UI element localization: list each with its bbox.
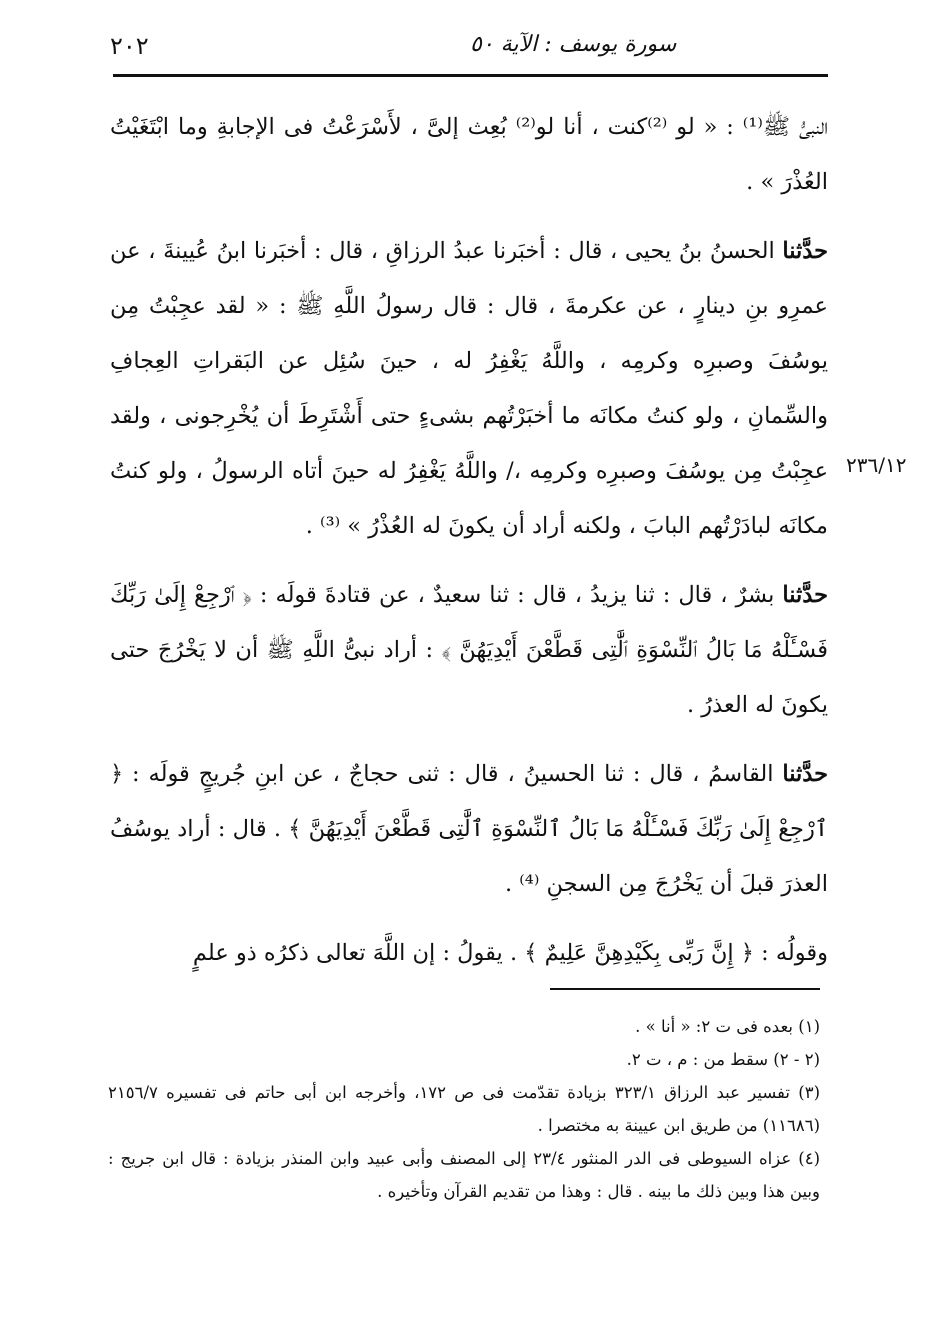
hadith-lead: حدَّثنا xyxy=(782,582,828,608)
main-text xyxy=(110,100,828,995)
paragraph-text: الحسنُ بنُ يحيى ، قال : أخبَرنا عبدُ الرزاقِ ، قال : أخبَرنا ابنُ عُيينةَ ، عن عمرِو بنِ دينارٍ ، عن عكرمةَ ، قال : قال رسولُ اللَّهِ ﷺ : « لقد عجِبْتُ مِن يوسُفَ وصبرِه وكرمِه ، واللَّهُ يَغْفِرُ له ، حينَ سُئِل عن البَقراتِ العِجافِ والسِّمانِ ، ولو كنتُ مكانَه ما أخبَرْتُهم بشىءٍ حتى أَشْتَرِطَ أن يُخْرِجونى ، ولقد عجِبْتُ مِن يوسُفَ وصبرِه وكرمِه ،/ واللَّهُ يَغْفِرُ له حينَ أتاه الرسولُ ، ولو كنتُ مكانَه لبادَرْتُهم البابَ ، ولكنه أراد أن يكونَ له العُذْرُ » ⁽³⁾ . xyxy=(110,238,828,539)
hadith-lead: حدَّثنا xyxy=(782,761,828,787)
paragraph-1 xyxy=(110,100,828,210)
footnote-1: (١) بعده فى ت ٢: « أنا » . xyxy=(635,1017,820,1036)
margin-reference: ٢٣٦/١٢ xyxy=(846,453,907,477)
paragraph-text: بشرٌ ، قال : ثنا يزيدُ ، قال : ثنا سعيدٌ ، عن قتادةَ قولَه : ﴿ ٱرْجِعْ إِلَىٰ رَبِّكَ فَسْـَٔلْهُ مَا بَالُ ٱلنِّسْوَةِ ٱلَّٰتِى قَطَّعْنَ أَيْدِيَهُنَّ ﴾ : أراد نبىُّ اللَّهِ ﷺ أن لا يَخْرُجَ حتى يكونَ له العذرُ . xyxy=(110,582,828,718)
running-header xyxy=(110,28,830,68)
page-number: ٢٠٢ xyxy=(110,32,149,60)
footnotes xyxy=(108,1010,820,1208)
header-title: سورة يوسف : الآية ٥٠ xyxy=(470,32,677,57)
paragraph-3 xyxy=(110,568,828,733)
footnote-4: (٤) عزاه السيوطى فى الدر المنثور ٢٣/٤ إلى المصنف وأبى عبيد وابن المنذر بزيادة : قال ابن جريج : وبين هذا وبين ذلك ما بينه . قال : وهذا من تقديم القرآن وتأخيره . xyxy=(108,1149,820,1201)
footnote-3: (٣) تفسير عبد الرزاق ٣٢٣/١ بزيادة تقدّمت فى ص ١٧٢، وأخرجه ابن أبى حاتم فى تفسيره ٢١٥٦/٧ (١١٦٨٦) من طريق ابن عيينة به مختصرا . xyxy=(108,1083,821,1135)
header-rule xyxy=(113,74,828,77)
paragraph-5 xyxy=(110,926,828,981)
paragraph-text: النبىُّ ﷺ⁽¹⁾ : « لو ⁽²⁾كنت ، أنا لو⁽²⁾ بُعِث إلىَّ ، لأَسْرَعْتُ فى الإجابةِ وما ابْتَغَيْتُ العُذْرَ » . xyxy=(110,114,828,195)
paragraph-text: القاسمُ ، قال : ثنا الحسينُ ، قال : ثنى حجاجٌ ، عن ابنِ جُريجٍ قولَه : ﴿ ٱرْجِعْ إِلَىٰ رَبِّكَ فَسْـَٔلْهُ مَا بَالُ ٱلنِّسْوَةِ ٱلَّٰتِى قَطَّعْنَ أَيْدِيَهُنَّ ﴾ . قال : أراد يوسُفُ العذرَ قبلَ أن يَخْرُجَ مِن السجنِ ⁽⁴⁾ . xyxy=(110,761,828,897)
paragraph-2 xyxy=(110,224,828,554)
footnote-2: (٢ - ٢) سقط من : م ، ت ٢. xyxy=(626,1050,820,1069)
footnote-rule xyxy=(550,988,820,990)
paragraph-text: وقولُه : ﴿ إِنَّ رَبِّى بِكَيْدِهِنَّ عَلِيمٌ ﴾ . يقولُ : إن اللَّهَ تعالى ذكرُه ذو علمٍ xyxy=(192,940,828,966)
paragraph-4 xyxy=(110,747,828,912)
hadith-lead: حدَّثنا xyxy=(782,238,828,264)
